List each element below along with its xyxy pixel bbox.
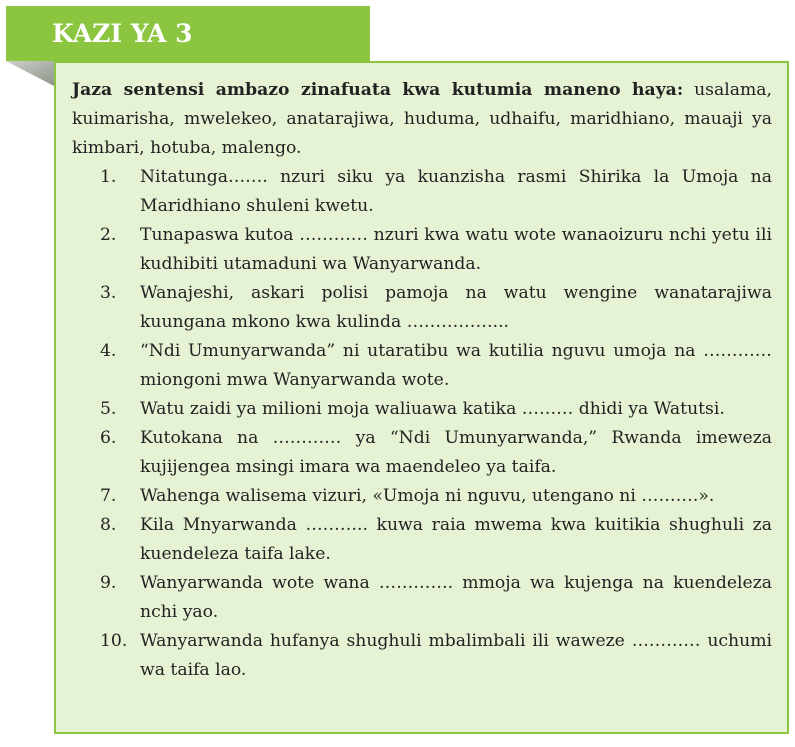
exercise-header: [6, 6, 370, 61]
list-item: [72, 627, 772, 685]
list-item: [72, 424, 772, 482]
list-item: [72, 163, 772, 221]
item-text: Nitatunga……. nzuri siku ya kuanzisha rasmi Shirika la Umoja na Maridhiano shuleni kwetu.: [140, 167, 772, 216]
list-item: [72, 279, 772, 337]
instructions: [72, 76, 772, 163]
item-text: Wahenga walisema vizuri, «Umoja ni nguvu, utengano ni ……….».: [140, 486, 715, 506]
list-item: [72, 482, 772, 511]
item-text: Kila Mnyarwanda ……….. kuwa raia mwema kwa kuitikia shughuli za kuendeleza taifa lake.: [140, 515, 772, 564]
item-number: 9.: [100, 573, 117, 593]
item-number: 10.: [100, 631, 128, 651]
instructions-lead: Jaza sentensi ambazo zinafuata kwa kutumia maneno haya:: [72, 80, 684, 100]
item-number: 2.: [100, 225, 117, 245]
question-list: [72, 163, 772, 685]
item-text: Watu zaidi ya milioni moja waliuawa katika ……… dhidi ya Watutsi.: [140, 399, 725, 419]
item-number: 1.: [100, 167, 117, 187]
instructions-words: usalama, kuimarisha, mwelekeo, anatarajiwa, huduma, udhaifu, maridhiano, mauaji ya kimbari, hotuba, malengo.: [72, 80, 773, 158]
item-text: Wanyarwanda wote wana …………. mmoja wa kujenga na kuendeleza nchi yao.: [140, 573, 772, 622]
item-text: “Ndi Umunyarwanda” ni utaratibu wa kutilia nguvu umoja na ………… miongoni mwa Wanyarwanda wote.: [140, 341, 772, 390]
item-text: Wanyarwanda hufanya shughuli mbalimbali ili waweze ………… uchumi wa taifa lao.: [140, 631, 772, 680]
exercise-content: [72, 76, 772, 685]
item-number: 5.: [100, 399, 117, 419]
list-item: [72, 395, 772, 424]
item-number: 4.: [100, 341, 117, 361]
item-number: 8.: [100, 515, 117, 535]
header-fold: [0, 61, 54, 86]
item-text: Wanajeshi, askari polisi pamoja na watu wengine wanatarajiwa kuungana mkono kwa kulinda ……………...: [140, 283, 772, 332]
list-item: [72, 337, 772, 395]
item-text: Tunapaswa kutoa ………… nzuri kwa watu wote wanaoizuru nchi yetu ili kudhibiti utamaduni wa Wanyarwanda.: [140, 225, 772, 274]
item-number: 3.: [100, 283, 117, 303]
list-item: [72, 569, 772, 627]
item-text: Kutokana na ………… ya “Ndi Umunyarwanda,” Rwanda imeweza kujijengea msingi imara wa maendeleo ya taifa.: [140, 428, 772, 477]
item-number: 6.: [100, 428, 117, 448]
exercise-title: KAZI YA 3: [52, 19, 193, 48]
item-number: 7.: [100, 486, 117, 506]
list-item: [72, 221, 772, 279]
list-item: [72, 511, 772, 569]
